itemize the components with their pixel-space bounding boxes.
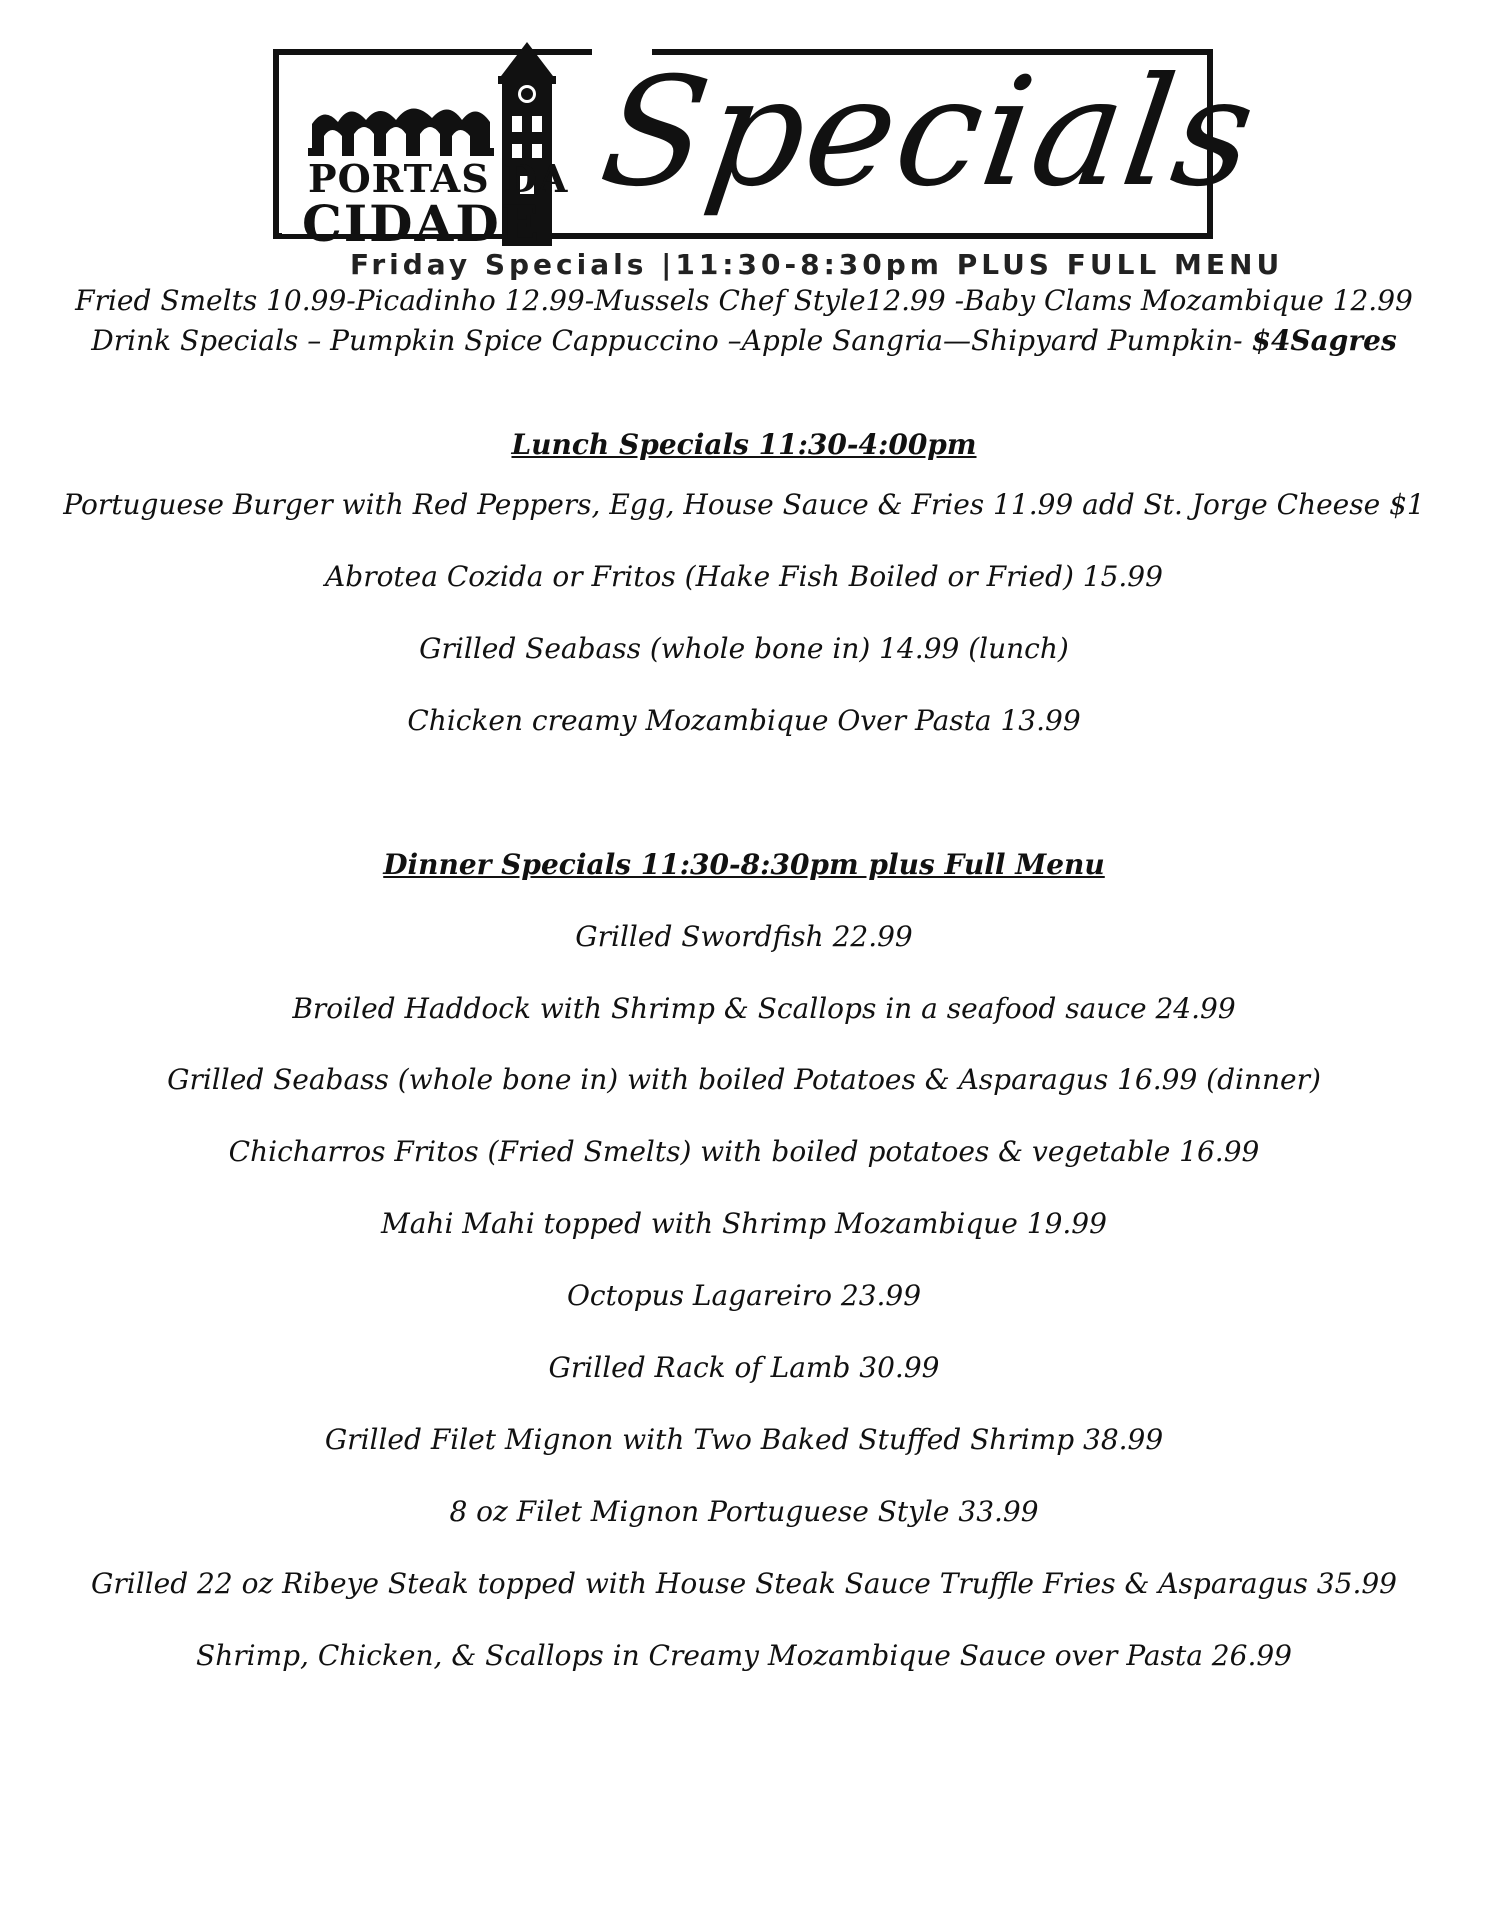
lunch-item: Portuguese Burger with Red Peppers, Egg, House Sauce & Fries 11.99 add St. Jorge Cheese $1	[63, 488, 1425, 521]
dinner-item: Grilled Swordfish 22.99	[575, 920, 913, 953]
lunch-item: Chicken creamy Mozambique Over Pasta 13.99	[407, 704, 1081, 737]
lunch-section-title: Lunch Specials 11:30-4:00pm	[511, 428, 977, 461]
friday-specials-subtitle: Friday Specials |11:30-8:30pm PLUS FULL MENU	[350, 248, 1284, 281]
dinner-section-title: Dinner Specials 11:30-8:30pm plus Full Menu	[383, 848, 1105, 881]
lunch-item: Grilled Seabass (whole bone in) 14.99 (lunch)	[419, 632, 1069, 665]
header-logo	[272, 36, 1267, 253]
lunch-item: Abrotea Cozida or Fritos (Hake Fish Boiled or Fried) 15.99	[325, 560, 1163, 593]
dinner-item: Broiled Haddock with Shrimp & Scallops in a seafood sauce 24.99	[292, 992, 1236, 1025]
dinner-item: Grilled Rack of Lamb 30.99	[548, 1351, 940, 1384]
dinner-item: Shrimp, Chicken, & Scallops in Creamy Mozambique Sauce over Pasta 26.99	[196, 1639, 1292, 1672]
specials-script-title: Specials	[591, 46, 1267, 220]
drink-specials-bold: $4Sagres	[1251, 324, 1397, 357]
drink-specials-line	[0, 324, 1488, 357]
dinner-item: Chicharros Fritos (Fried Smelts) with boiled potatoes & vegetable 16.99	[228, 1135, 1260, 1168]
brand-name-line1: PORTAS DA	[308, 156, 569, 201]
dinner-item: Mahi Mahi topped with Shrimp Mozambique 19.99	[381, 1207, 1107, 1240]
intro-specials-line: Fried Smelts 10.99-Picadinho 12.99-Mussels Chef Style12.99 -Baby Clams Mozambique 12.99	[75, 284, 1413, 317]
dinner-item: Octopus Lagareiro 23.99	[566, 1279, 922, 1312]
drink-specials-text: Drink Specials – Pumpkin Spice Cappuccino –Apple Sangria—Shipyard Pumpkin-	[91, 324, 1252, 357]
dinner-item: Grilled 22 oz Ribeye Steak topped with House Steak Sauce Truffle Fries & Asparagus 35.99	[91, 1567, 1397, 1600]
dinner-item: 8 oz Filet Mignon Portuguese Style 33.99	[449, 1495, 1039, 1528]
brand-name-line2: CIDADE	[302, 194, 541, 253]
dinner-item: Grilled Seabass (whole bone in) with boiled Potatoes & Asparagus 16.99 (dinner)	[167, 1063, 1321, 1096]
dinner-item: Grilled Filet Mignon with Two Baked Stuffed Shrimp 38.99	[324, 1423, 1164, 1456]
